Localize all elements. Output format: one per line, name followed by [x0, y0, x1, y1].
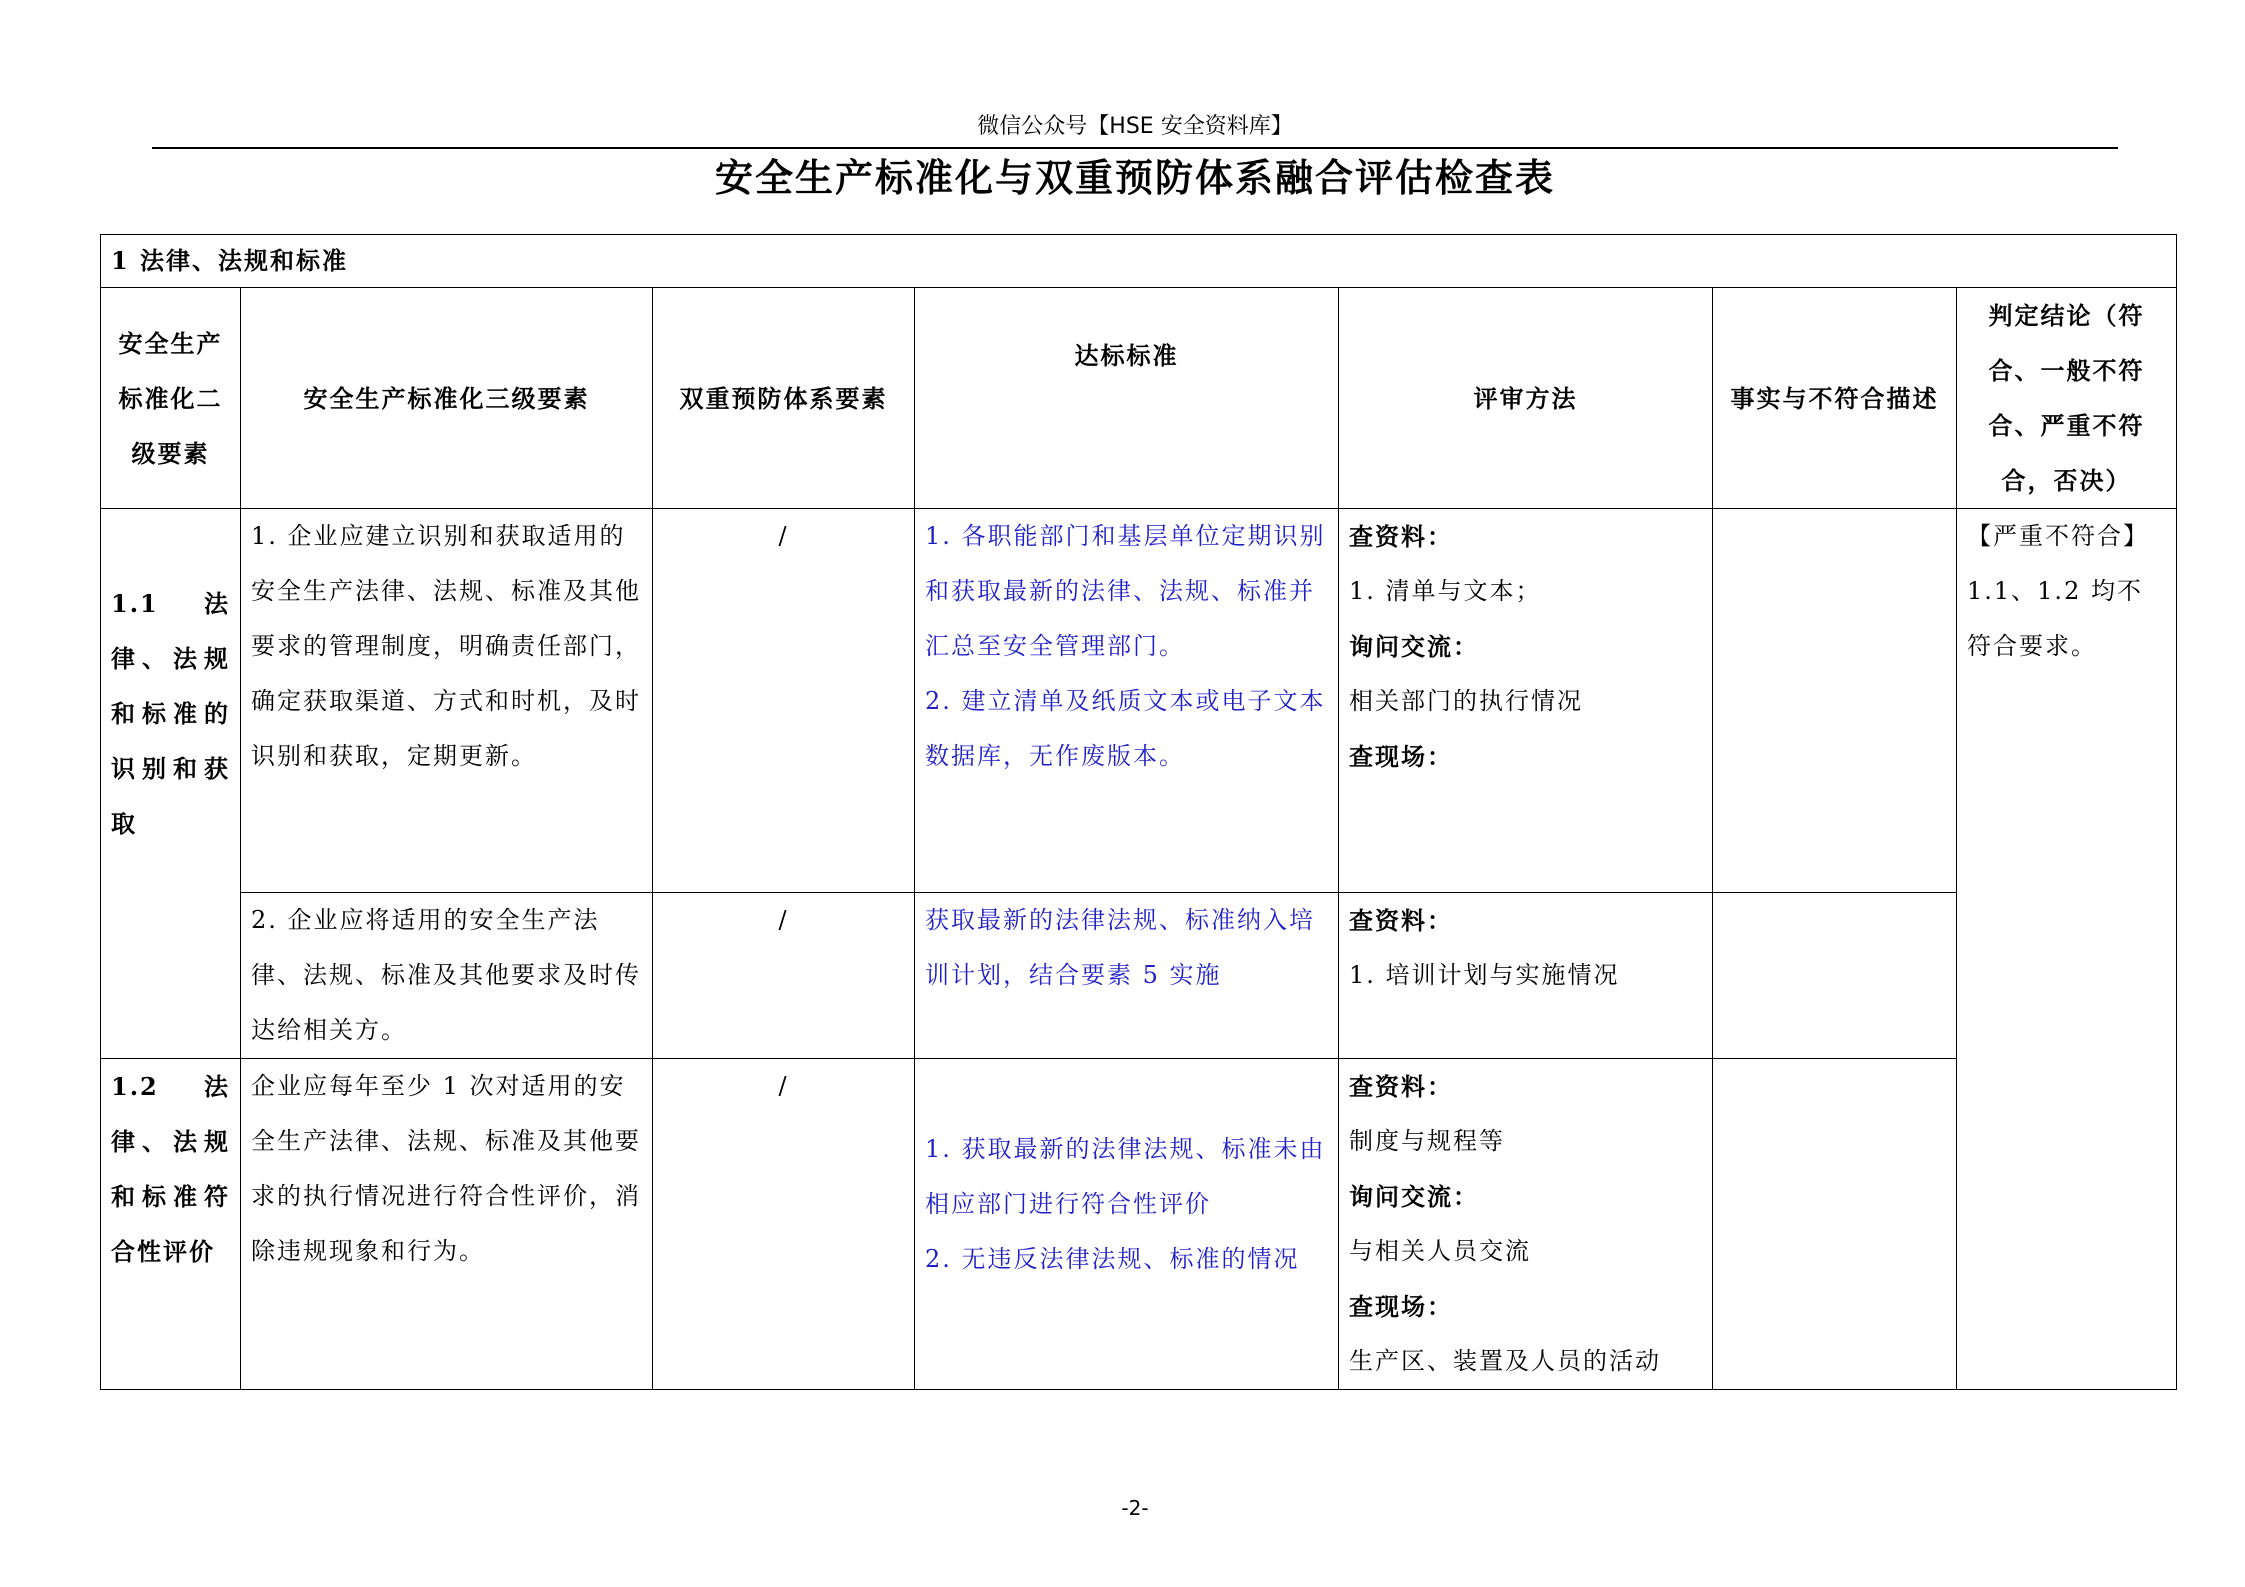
standard-cell: 获取最新的法律法规、标准纳入培训计划，结合要素 5 实施 — [915, 893, 1339, 1059]
method-heading: 查现场： — [1349, 742, 1453, 771]
method-heading: 查资料： — [1349, 522, 1453, 551]
dual-cell: / — [653, 893, 915, 1059]
conclusion-text: 1.1、1.2 均不符合要求。 — [1967, 577, 2143, 660]
standard-line: 2. 无违反法律法规、标准的情况 — [925, 1244, 1300, 1273]
fact-cell — [1713, 509, 1957, 893]
method-heading: 询问交流： — [1349, 1182, 1479, 1211]
standard-line: 1. 获取最新的法律法规、标准未由相应部门进行符合性评价 — [925, 1134, 1326, 1218]
section-row — [101, 235, 2177, 288]
dual-cell: / — [653, 1059, 915, 1390]
table-row — [101, 893, 2177, 1059]
standard-cell — [915, 509, 1339, 893]
table-row — [101, 1059, 2177, 1390]
element3-cell: 2. 企业应将适用的安全生产法律、法规、标准及其他要求及时传达给相关方。 — [241, 893, 653, 1059]
element2-cell: 1.1 法律、法规和标准的识别和获取 — [101, 509, 241, 1059]
col-header-conclusion: 判定结论（符合、一般不符合、严重不符合，否决） — [1957, 288, 2177, 509]
method-cell — [1339, 1059, 1713, 1390]
method-text: 相关部门的执行情况 — [1349, 687, 1583, 715]
element3-cell: 1. 企业应建立识别和获取适用的安全生产法律、法规、标准及其他要求的管理制度，明确责任部门，确定获取渠道、方式和时机，及时识别和获取，定期更新。 — [241, 509, 653, 893]
header-rule — [152, 147, 2118, 149]
col-header-standard: 达标标准 — [915, 288, 1339, 509]
col-header-method: 评审方法 — [1339, 288, 1713, 509]
document-title: 安全生产标准化与双重预防体系融合评估检查表 — [714, 155, 1555, 200]
method-text: 1. 清单与文本； — [1349, 577, 1542, 605]
conclusion-cell — [1957, 509, 2177, 1390]
method-heading: 询问交流： — [1349, 632, 1479, 661]
method-heading: 查现场： — [1349, 1292, 1453, 1321]
method-heading: 查资料： — [1349, 1072, 1453, 1101]
standard-cell — [915, 1059, 1339, 1390]
header-row — [101, 288, 2177, 509]
page-number: -2- — [1121, 1496, 1149, 1520]
fact-cell — [1713, 1059, 1957, 1390]
method-cell — [1339, 509, 1713, 893]
col-header-element2: 安全生产标准化二级要素 — [101, 288, 241, 509]
method-text: 与相关人员交流 — [1349, 1237, 1531, 1265]
col-header-fact: 事实与不符合描述 — [1713, 288, 1957, 509]
assessment-table — [100, 234, 2177, 1390]
section-label: 1 法律、法规和标准 — [101, 235, 2177, 288]
table-row — [101, 509, 2177, 893]
element3-cell: 企业应每年至少 1 次对适用的安全生产法律、法规、标准及其他要求的执行情况进行符合性评价，消除违规现象和行为。 — [241, 1059, 653, 1390]
dual-cell: / — [653, 509, 915, 893]
method-heading: 查资料： — [1349, 906, 1453, 935]
standard-line: 1. 各职能部门和基层单位定期识别和获取最新的法律、法规、标准并汇总至安全管理部门。 — [925, 522, 1326, 660]
element2-cell: 1.2 法律、法规和标准符合性评价 — [101, 1059, 241, 1390]
fact-cell — [1713, 893, 1957, 1059]
method-text: 生产区、装置及人员的活动 — [1349, 1347, 1661, 1375]
standard-line: 2. 建立清单及纸质文本或电子文本数据库，无作废版本。 — [925, 687, 1326, 770]
col-header-element3: 安全生产标准化三级要素 — [241, 288, 653, 509]
col-header-dual-prevention: 双重预防体系要素 — [653, 288, 915, 509]
method-text: 1. 培训计划与实施情况 — [1349, 961, 1620, 989]
conclusion-tag: 【严重不符合】 — [1967, 522, 2149, 550]
wechat-header: 微信公众号【HSE 安全资料库】 — [977, 114, 1293, 139]
method-text: 制度与规程等 — [1349, 1127, 1505, 1155]
method-cell — [1339, 893, 1713, 1059]
